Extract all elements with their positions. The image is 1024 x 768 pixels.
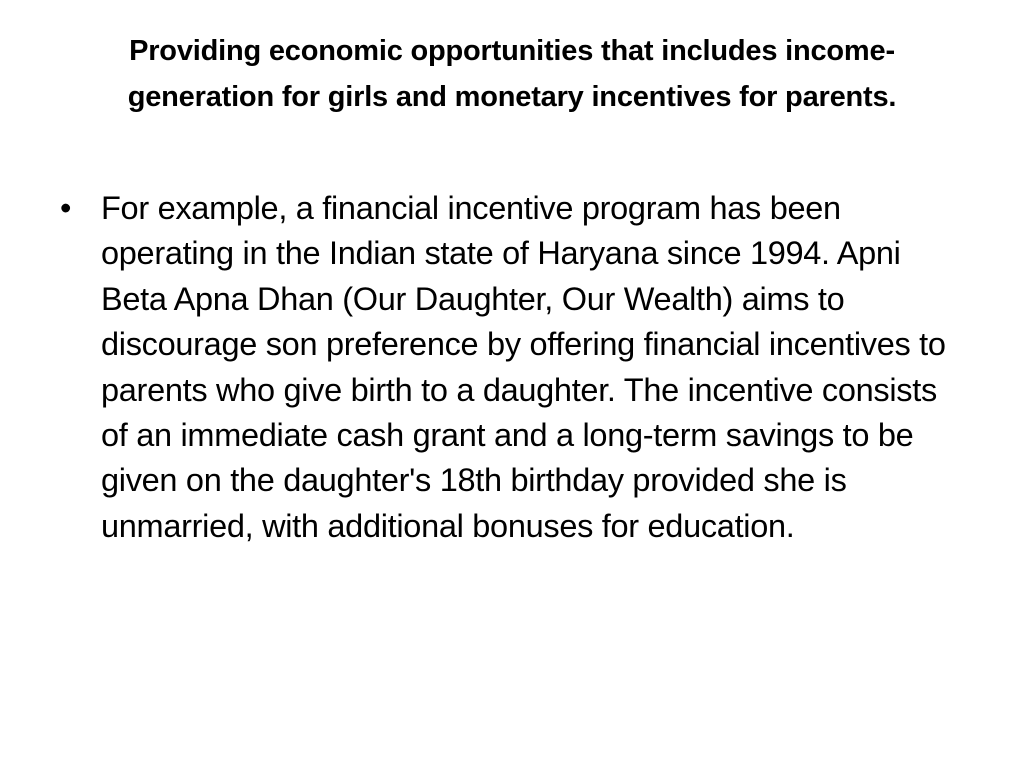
slide-title: Providing economic opportunities that includes income-generation for girls and monetary incentives for parents.	[127, 35, 897, 113]
bullet-item	[60, 186, 960, 549]
bullet-text: For example, a financial incentive program has been operating in the Indian state of Haryana since 1994. Apni Beta Apna Dhan (Our Daughter, Our Wealth) aims to discourage son preference by offering financial incentives to parents who give birth to a daughter. The incentive consists of an immediate cash grant and a long-term savings to be given on the daughter's 18th birthday provided she is unmarried, with additional bonuses for education.	[101, 190, 946, 544]
bullet-list	[60, 186, 960, 549]
bullet-icon: •	[60, 190, 72, 226]
